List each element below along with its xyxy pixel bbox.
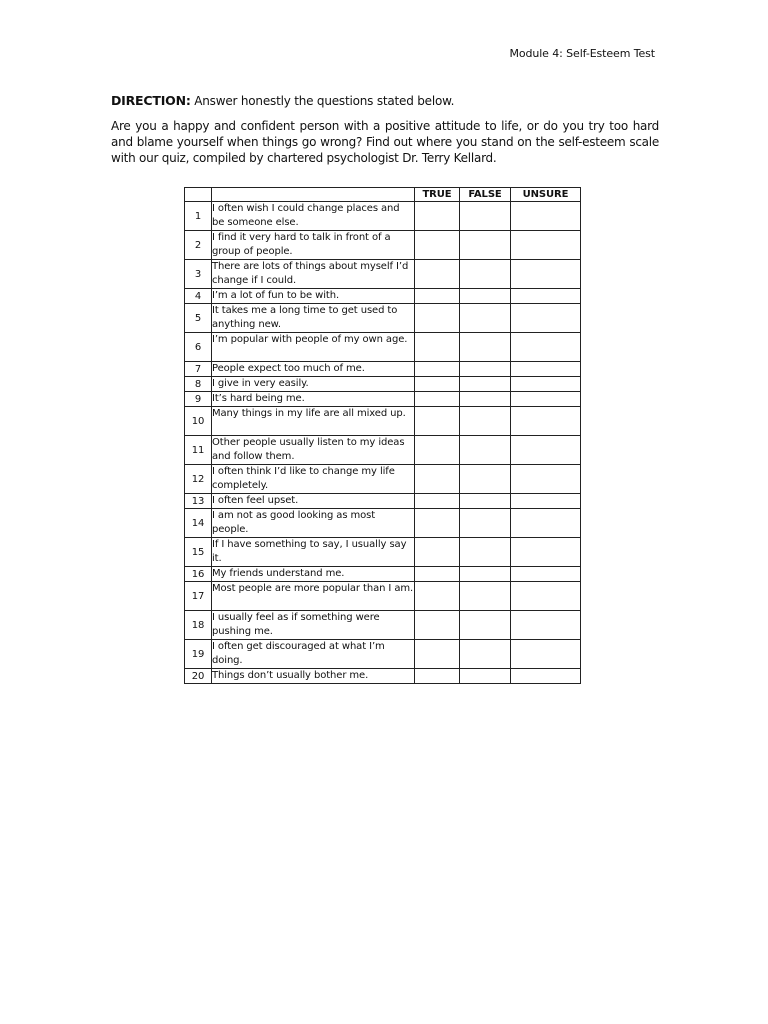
header-false: FALSE [460, 188, 511, 202]
row-statement: I usually feel as if something were pushing me. [212, 611, 415, 640]
row-statement: I often wish I could change places and be someone else. [212, 202, 415, 231]
row-statement: I find it very hard to talk in front of a group of people. [212, 231, 415, 260]
table-row [185, 377, 581, 392]
direction-text: Answer honestly the questions stated below. [194, 94, 455, 108]
row-number: 7 [185, 362, 212, 377]
row-statement: I’m a lot of fun to be with. [212, 289, 415, 304]
row-statement: People expect too much of me. [212, 362, 415, 377]
answer-cell-false[interactable] [460, 669, 511, 684]
table-row [185, 304, 581, 333]
row-statement: If I have something to say, I usually say it. [212, 538, 415, 567]
table-row [185, 640, 581, 669]
row-number: 20 [185, 669, 212, 684]
header-number [185, 188, 212, 202]
answer-cell-false[interactable] [460, 304, 511, 333]
table-row [185, 465, 581, 494]
table-row [185, 362, 581, 377]
answer-cell-true[interactable] [415, 640, 460, 669]
header-statement [212, 188, 415, 202]
row-statement: Other people usually listen to my ideas and follow them. [212, 436, 415, 465]
answer-cell-unsure[interactable] [511, 260, 581, 289]
answer-cell-false[interactable] [460, 582, 511, 611]
row-number: 4 [185, 289, 212, 304]
row-number: 11 [185, 436, 212, 465]
answer-cell-true[interactable] [415, 465, 460, 494]
table-row [185, 436, 581, 465]
answer-cell-false[interactable] [460, 333, 511, 362]
answer-cell-false[interactable] [460, 392, 511, 407]
header-unsure: UNSURE [511, 188, 581, 202]
answer-cell-true[interactable] [415, 362, 460, 377]
row-number: 18 [185, 611, 212, 640]
row-statement: Things don’t usually bother me. [212, 669, 415, 684]
row-number: 8 [185, 377, 212, 392]
answer-cell-true[interactable] [415, 494, 460, 509]
row-number: 17 [185, 582, 212, 611]
table-row [185, 509, 581, 538]
row-number: 10 [185, 407, 212, 436]
table-row [185, 669, 581, 684]
answer-cell-unsure[interactable] [511, 567, 581, 582]
answer-cell-unsure[interactable] [511, 640, 581, 669]
row-number: 9 [185, 392, 212, 407]
row-statement: I’m popular with people of my own age. [212, 333, 415, 362]
answer-cell-true[interactable] [415, 260, 460, 289]
row-statement: Most people are more popular than I am. [212, 582, 415, 611]
row-statement: I am not as good looking as most people. [212, 509, 415, 538]
row-statement: I give in very easily. [212, 377, 415, 392]
answer-cell-true[interactable] [415, 333, 460, 362]
answer-cell-true[interactable] [415, 436, 460, 465]
answer-cell-unsure[interactable] [511, 509, 581, 538]
answer-cell-true[interactable] [415, 509, 460, 538]
direction-line [111, 93, 671, 108]
row-number: 15 [185, 538, 212, 567]
table-row [185, 202, 581, 231]
answer-cell-false[interactable] [460, 407, 511, 436]
table-row [185, 231, 581, 260]
row-number: 19 [185, 640, 212, 669]
header-true: TRUE [415, 188, 460, 202]
answer-cell-unsure[interactable] [511, 669, 581, 684]
answer-cell-unsure[interactable] [511, 377, 581, 392]
self-esteem-quiz-table [184, 187, 581, 684]
row-number: 5 [185, 304, 212, 333]
row-number: 2 [185, 231, 212, 260]
answer-cell-false[interactable] [460, 260, 511, 289]
table-header-row [185, 188, 581, 202]
row-number: 1 [185, 202, 212, 231]
answer-cell-true[interactable] [415, 231, 460, 260]
table-row [185, 567, 581, 582]
table-row [185, 611, 581, 640]
answer-cell-false[interactable] [460, 436, 511, 465]
answer-cell-unsure[interactable] [511, 333, 581, 362]
answer-cell-true[interactable] [415, 669, 460, 684]
answer-cell-unsure[interactable] [511, 407, 581, 436]
answer-cell-true[interactable] [415, 392, 460, 407]
row-number: 12 [185, 465, 212, 494]
answer-cell-true[interactable] [415, 202, 460, 231]
answer-cell-unsure[interactable] [511, 362, 581, 377]
answer-cell-unsure[interactable] [511, 392, 581, 407]
answer-cell-unsure[interactable] [511, 202, 581, 231]
table-row [185, 538, 581, 567]
answer-cell-false[interactable] [460, 538, 511, 567]
row-statement: I often feel upset. [212, 494, 415, 509]
answer-cell-false[interactable] [460, 362, 511, 377]
answer-cell-true[interactable] [415, 304, 460, 333]
answer-cell-true[interactable] [415, 407, 460, 436]
row-statement: There are lots of things about myself I’d change if I could. [212, 260, 415, 289]
answer-cell-unsure[interactable] [511, 611, 581, 640]
answer-cell-unsure[interactable] [511, 494, 581, 509]
answer-cell-false[interactable] [460, 611, 511, 640]
table-row [185, 392, 581, 407]
answer-cell-false[interactable] [460, 494, 511, 509]
row-number: 3 [185, 260, 212, 289]
answer-cell-true[interactable] [415, 538, 460, 567]
answer-cell-true[interactable] [415, 567, 460, 582]
table-row [185, 289, 581, 304]
table-row [185, 494, 581, 509]
row-number: 14 [185, 509, 212, 538]
row-statement: It’s hard being me. [212, 392, 415, 407]
answer-cell-unsure[interactable] [511, 231, 581, 260]
table-row [185, 407, 581, 436]
answer-cell-false[interactable] [460, 509, 511, 538]
row-number: 16 [185, 567, 212, 582]
answer-cell-true[interactable] [415, 377, 460, 392]
row-statement: I often get discouraged at what I’m doing. [212, 640, 415, 669]
module-title: Module 4: Self-Esteem Test [509, 47, 655, 60]
answer-cell-unsure[interactable] [511, 465, 581, 494]
table-row [185, 333, 581, 362]
table-body [185, 202, 581, 684]
answer-cell-unsure[interactable] [511, 436, 581, 465]
answer-cell-true[interactable] [415, 582, 460, 611]
row-statement: My friends understand me. [212, 567, 415, 582]
answer-cell-unsure[interactable] [511, 538, 581, 567]
answer-cell-true[interactable] [415, 611, 460, 640]
answer-cell-unsure[interactable] [511, 289, 581, 304]
row-statement: I often think I’d like to change my life completely. [212, 465, 415, 494]
table-row [185, 582, 581, 611]
answer-cell-false[interactable] [460, 289, 511, 304]
row-number: 13 [185, 494, 212, 509]
row-statement: Many things in my life are all mixed up. [212, 407, 415, 436]
answer-cell-unsure[interactable] [511, 304, 581, 333]
answer-cell-false[interactable] [460, 640, 511, 669]
answer-cell-true[interactable] [415, 289, 460, 304]
answer-cell-false[interactable] [460, 465, 511, 494]
table-row [185, 260, 581, 289]
intro-paragraph: Are you a happy and confident person with a positive attitude to life, or do you try too hard and blame yourself when things go wrong? Find out where you stand on the self-esteem scale with our quiz, compiled by chartered psychologist Dr. Terry Kellard. [111, 119, 659, 165]
row-statement: It takes me a long time to get used to anything new. [212, 304, 415, 333]
answer-cell-false[interactable] [460, 377, 511, 392]
answer-cell-false[interactable] [460, 202, 511, 231]
answer-cell-unsure[interactable] [511, 582, 581, 611]
answer-cell-false[interactable] [460, 567, 511, 582]
direction-label: DIRECTION: [111, 93, 191, 108]
answer-cell-false[interactable] [460, 231, 511, 260]
row-number: 6 [185, 333, 212, 362]
